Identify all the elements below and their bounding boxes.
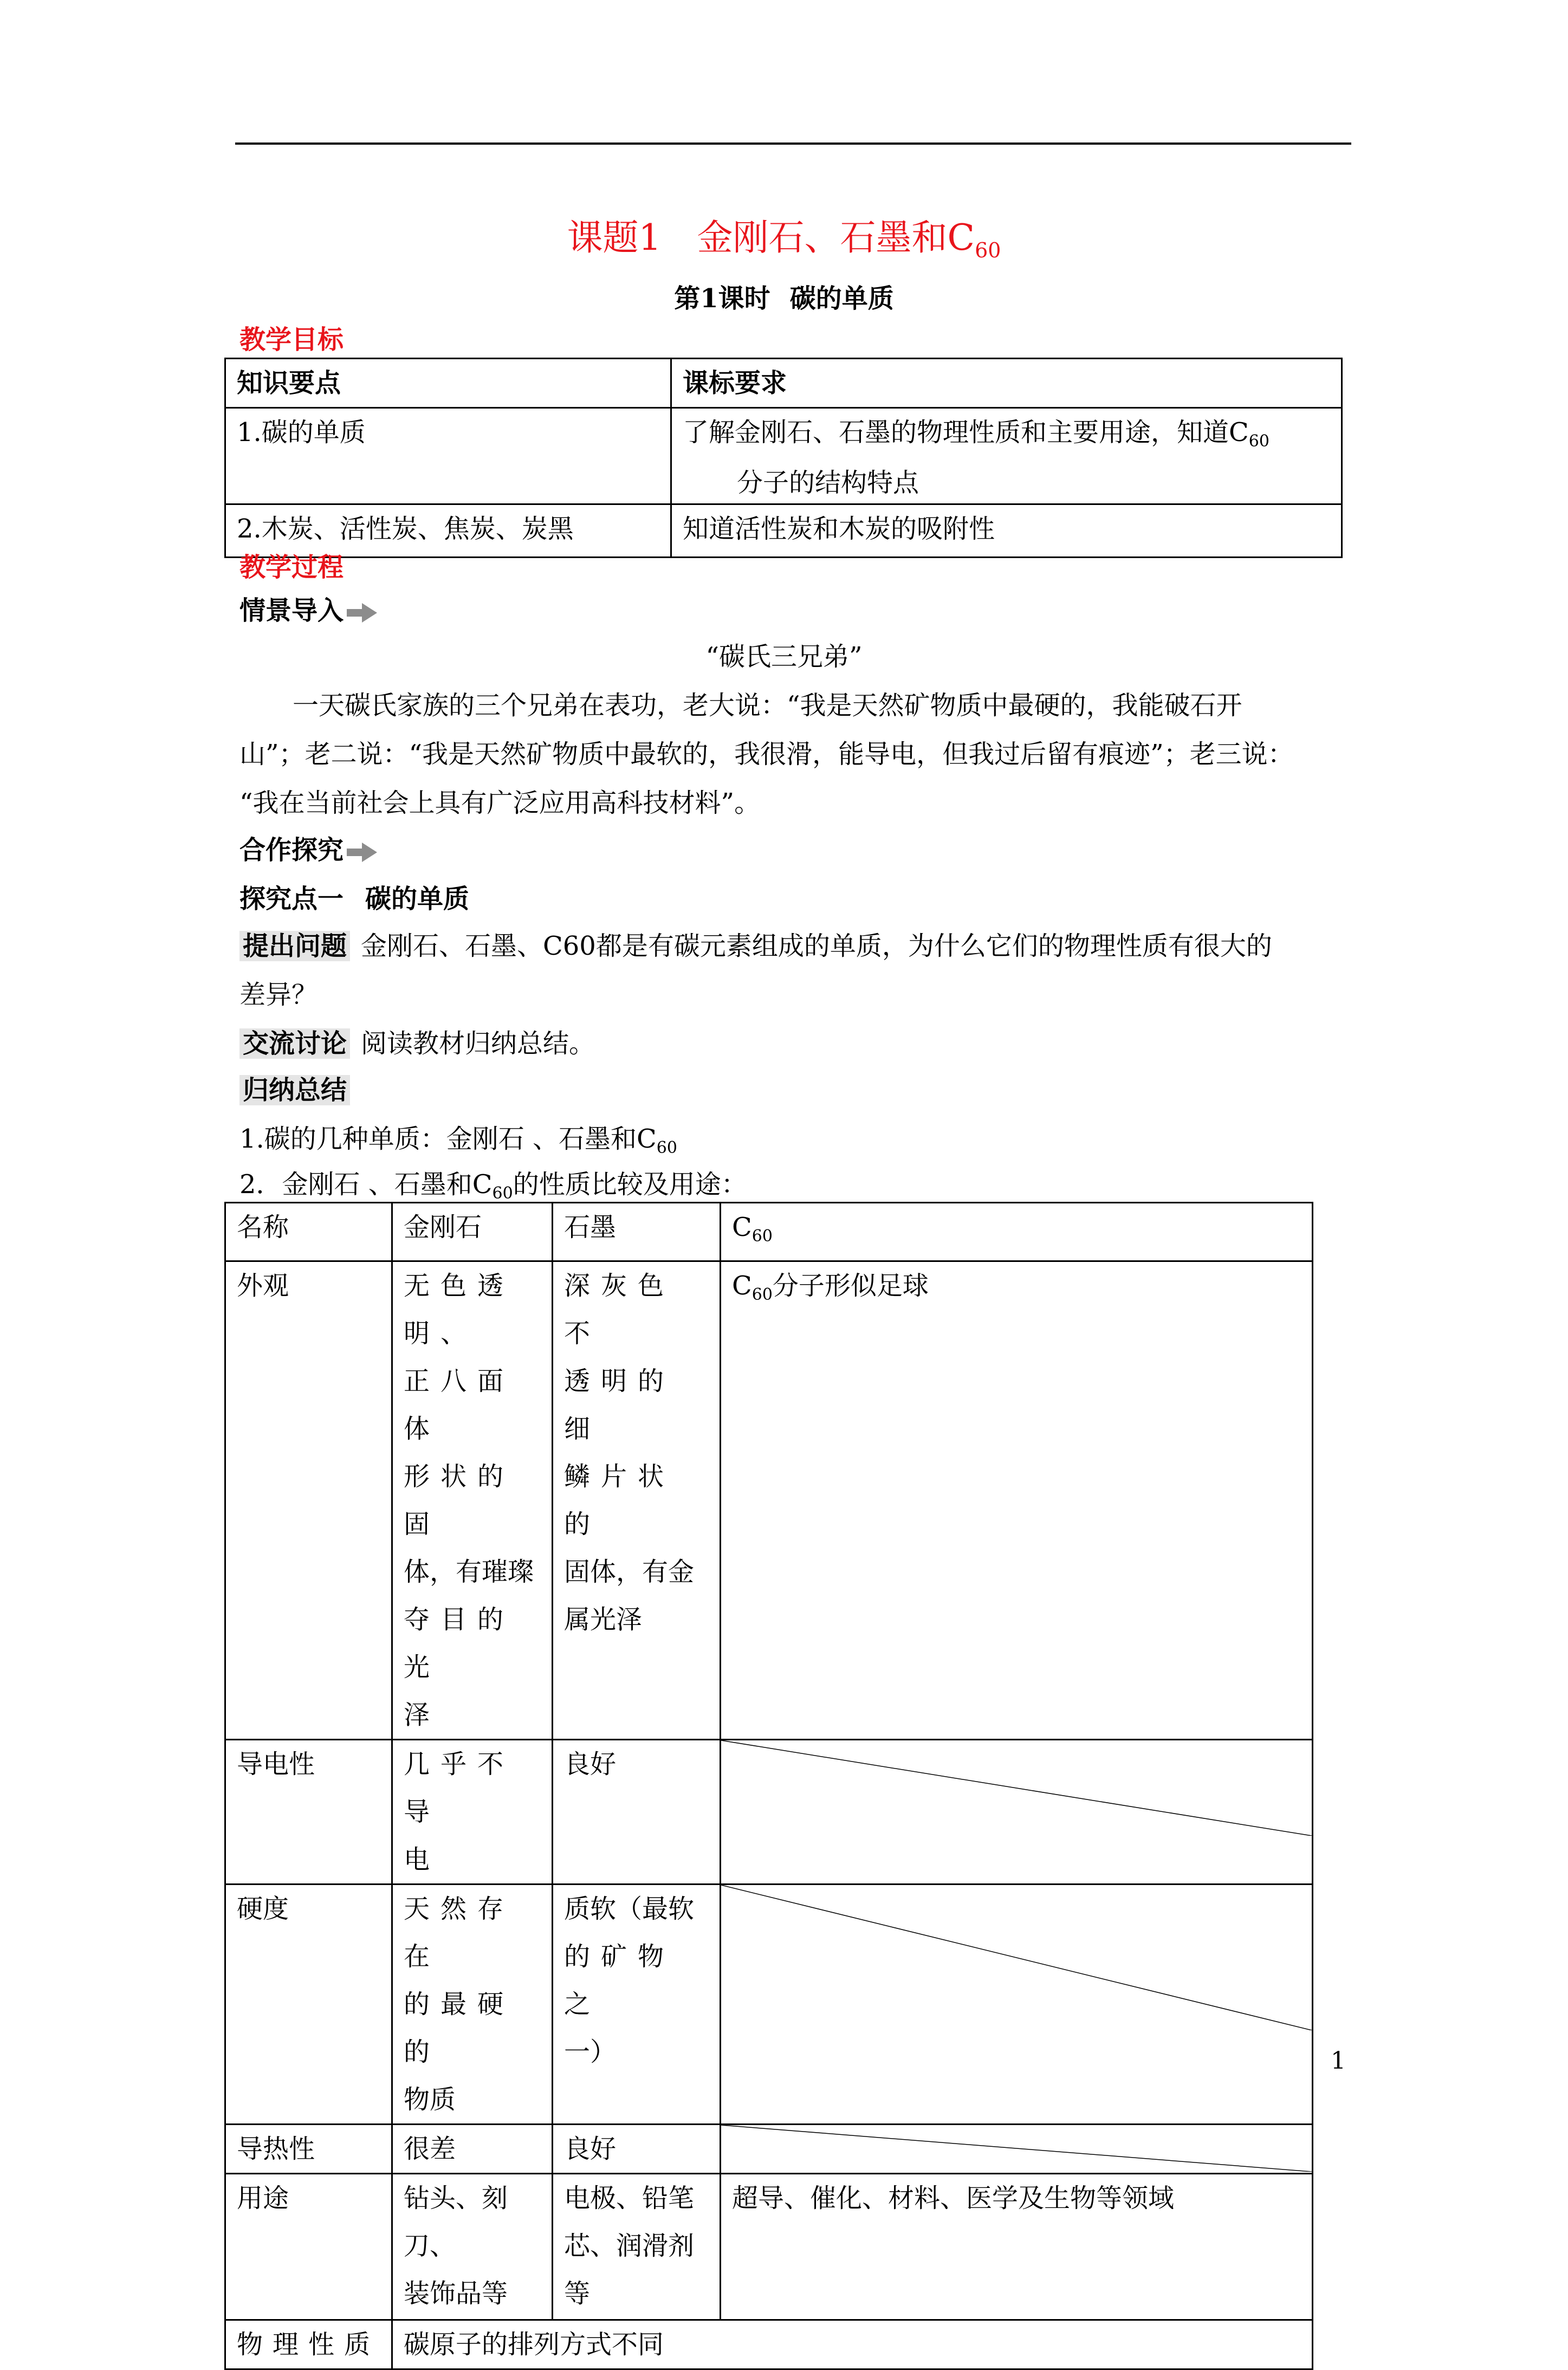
diagonal-line (721, 2125, 1312, 2172)
summary-label: 归纳总结 (239, 1075, 350, 1105)
discuss-label: 交流讨论 (239, 1028, 350, 1059)
summary-label-line (239, 1065, 350, 1115)
diamond-hardness: 天然存在 的最硬的 物质 (392, 1885, 553, 2125)
goals-row-1-req: 了解金刚石、石墨的物理性质和主要用途，知道$C_{60}$ 分子的结构特点 (671, 408, 1342, 504)
c60-thermal-empty (721, 2125, 1313, 2174)
graphite-thermal: 良好 (553, 2125, 721, 2174)
story-title: “碳氏三兄弟” (705, 642, 863, 672)
header-name: 名称 (225, 1203, 392, 1261)
explore-heading: 合作探究 (239, 829, 377, 866)
diagonal-line (721, 1885, 1312, 2030)
question-line-1: 提出问题 金刚石、石墨、C60都是有碳元素组成的单质，为什么它们的物理性质有很大的 (239, 921, 1272, 971)
merged-cell: 碳原子的排列方式不同 (392, 2320, 1313, 2369)
question-line-2: 差异？ (239, 980, 318, 1010)
intro-heading: 情景导入 (239, 590, 377, 627)
diamond-thermal: 很差 (392, 2125, 553, 2174)
goals-heading: 教学目标 (239, 325, 344, 355)
compare-table (224, 1202, 1313, 2370)
table-row (225, 1740, 1313, 1885)
arrow-right-icon (347, 843, 377, 862)
process-heading: 教学过程 (239, 552, 344, 582)
c60-uses: 超导、催化、材料、医学及生物等领域 (721, 2174, 1313, 2320)
table-row (225, 1885, 1313, 2125)
goals-table (224, 358, 1343, 558)
graphite-uses: 电极、铅笔 芯、润滑剂 等 (553, 2174, 721, 2320)
c60-conductivity-empty (721, 1740, 1313, 1885)
diamond-conductivity: 几乎不导 电 (392, 1740, 553, 1885)
page-title: 课题1 金刚石、石墨和$C_{60}$ (567, 217, 1001, 262)
goals-row-1-point: 1.碳的单质 (225, 408, 671, 504)
goals-row-2-point: 2.木炭、活性炭、焦炭、炭黑 (225, 504, 671, 558)
story-line-1: 一天碳氏家族的三个兄弟在表功，老大说：“我是天然矿物质中最硬的，我能破石开 (293, 690, 1242, 721)
graphite-conductivity: 良好 (553, 1740, 721, 1885)
page-number: 1 (1331, 2047, 1346, 2075)
goals-row-2-req: 知道活性炭和木炭的吸附性 (671, 504, 1342, 558)
explore-point: 探究点一 碳的单质 (239, 884, 470, 914)
header-graphite: 石墨 (553, 1203, 721, 1261)
diamond-uses: 钻头、刻刀、 装饰品等 (392, 2174, 553, 2320)
row-prop: 硬度 (225, 1885, 392, 2125)
row-prop: 导电性 (225, 1740, 392, 1885)
diagonal-line (721, 1740, 1312, 1836)
c60-appearance: $C_{60}$分子形似足球 (721, 1261, 1313, 1740)
arrow-right-icon (347, 603, 377, 623)
goals-col2: 课标要求 (671, 359, 1342, 408)
summary-1: 1.碳的几种单质：金刚石 、石墨和$C_{60}$ (239, 1124, 677, 1157)
story-line-2: 山”；老二说：“我是天然矿物质中最软的，我很滑，能导电，但我过后留有痕迹”；老三说： (239, 739, 1294, 769)
table-row (225, 1261, 1313, 1740)
graphite-hardness: 质软（最软 的矿物之 一） (553, 1885, 721, 2125)
table-row (225, 2174, 1313, 2320)
question-label: 提出问题 (239, 931, 350, 961)
header-c60: $C_{60}$ (721, 1203, 1313, 1261)
row-prop: 用途 (225, 2174, 392, 2320)
row-prop: 物理性质 (225, 2320, 392, 2369)
discuss-line: 交流讨论 阅读教材归纳总结。 (239, 1019, 595, 1069)
summary-2: 2．金刚石 、石墨和$C_{60}$的性质比较及用途： (239, 1169, 747, 1203)
table-row (225, 2320, 1313, 2369)
row-prop: 外观 (225, 1261, 392, 1740)
lesson-subtitle: 第1课时 碳的单质 (674, 283, 894, 314)
diamond-appearance: 无色透明、 正八面体 形状的固 体，有璀璨 夺目的光 泽 (392, 1261, 553, 1740)
goals-col1: 知识要点 (225, 359, 671, 408)
c60-hardness-empty (721, 1885, 1313, 2125)
story-line-3: “我在当前社会上具有广泛应用高科技材料”。 (239, 788, 761, 818)
header-diamond: 金刚石 (392, 1203, 553, 1261)
header-rule (235, 143, 1351, 145)
row-prop: 导热性 (225, 2125, 392, 2174)
table-row (225, 2125, 1313, 2174)
graphite-appearance: 深灰色不 透明的细 鳞片状的 固体，有金 属光泽 (553, 1261, 721, 1740)
